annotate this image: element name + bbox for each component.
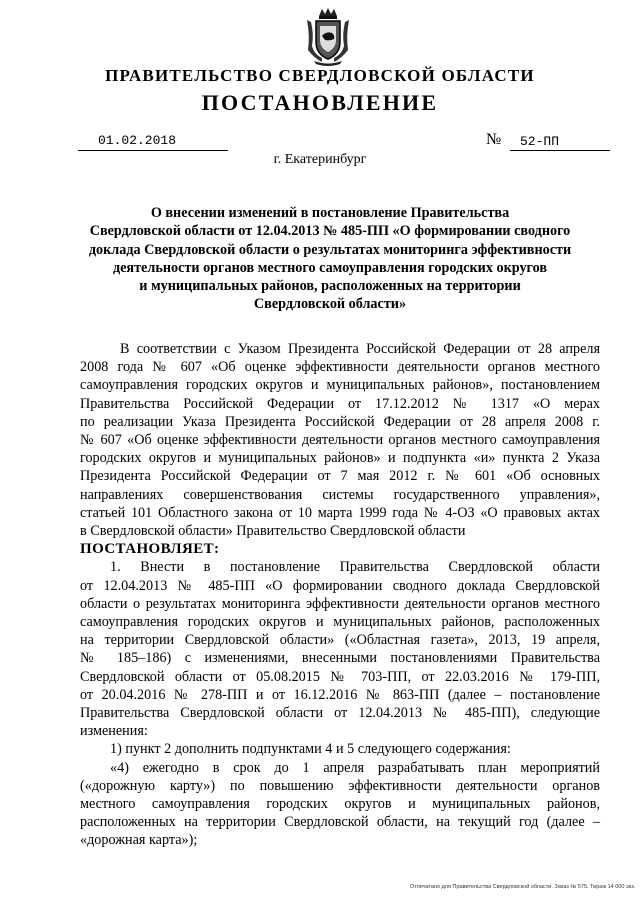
city: г. Екатеринбург [273, 152, 367, 167]
preamble-line: Правительства Российской Федерации от 17.12.2012 № 1317 «О мерах [80, 395, 600, 412]
subitem-text-line: местного самоуправления городских округов и муниципальных районов, [80, 796, 600, 813]
number-underline [510, 150, 610, 151]
item-line: 1. Внести в постановление Правительства Свердловской области [110, 559, 600, 576]
item-line: Правительства Свердловской области от 12.04.2013 № 485-ПП), следующие [80, 705, 600, 722]
subitem-text-line: «дорожная карта»); [80, 832, 198, 849]
preamble-line: по реализации Указа Президента Российской Федерации от 28 апреля 2008 г. [80, 413, 600, 430]
print-footer: Отпечатано для Правительства Свердловской области. Заказ № 575. Тираж 14 000 экз. [410, 884, 636, 890]
subitem-text-line: расположенных на территории Свердловской области, на текущий год (далее – [80, 814, 600, 831]
preamble-line: в Свердловской области» Правительство Свердловской области [80, 523, 466, 540]
preamble-line: статьей 101 Областного закона от 10 марта 1999 года № 4-ОЗ «О правовых актах [80, 504, 600, 521]
title-line: деятельности органов местного самоуправления городских округов [112, 259, 548, 276]
item-line: Свердловской области от 05.08.2015 № 703-ПП, от 22.03.2016 № 179-ПП, [80, 668, 600, 685]
item-line: на территории Свердловской области» («Областная газета», 2013, 19 апреля, [80, 632, 600, 649]
item-line: от 12.04.2013 № 485-ПП «О формировании сводного доклада Свердловской [80, 577, 600, 594]
item-line: от 20.04.2016 № 278-ПП и от 16.12.2016 № 863-ПП (далее – постановление [80, 686, 600, 703]
date-underline [78, 150, 228, 151]
item-line: области о результатах мониторинга эффективности деятельности органов местного [80, 595, 600, 612]
number-sign: № [486, 131, 502, 148]
subitem-text-line: «4) ежегодно в срок до 1 апреля разрабатывать план мероприятий [110, 759, 600, 776]
resolve-heading: ПОСТАНОВЛЯЕТ: [80, 541, 220, 558]
government-name: ПРАВИТЕЛЬСТВО СВЕРДЛОВСКОЙ ОБЛАСТИ [105, 66, 535, 85]
preamble-line: 2008 года № 607 «Об оценке эффективности деятельности органов местного [80, 359, 600, 376]
preamble-line: В соответствии с Указом Президента Российской Федерации от 28 апреля [120, 341, 600, 357]
coat-of-arms-icon [304, 6, 352, 66]
title-line: и муниципальных районов, расположенных на территории [139, 278, 521, 295]
subitem-line: 1) пункт 2 дополнить подпунктами 4 и 5 следующего содержания: [110, 741, 511, 758]
preamble-line: самоуправления городских округов и муниципальных районов», постановлением [80, 377, 600, 394]
subitem-text-line: («дорожную карту») по повышению эффективности деятельности органов [80, 777, 600, 794]
preamble-line: городских округов и муниципальных районов» и подпункта «и» пункта 2 Указа [80, 450, 600, 467]
item-line: самоуправления городских округов и муниципальных районов, расположенных [80, 614, 600, 631]
document-number: 52-ПП [520, 134, 560, 149]
item-line: № 185–186) с изменениями, внесенными постановлениями Правительства [80, 650, 600, 667]
preamble-line: направлениях совершенствования системы государственного управления», [80, 486, 600, 503]
document-type: ПОСТАНОВЛЕНИЕ [201, 90, 439, 115]
document-date: 01.02.2018 [98, 133, 177, 148]
title-line: О внесении изменений в постановление Правительства [150, 205, 510, 221]
title-line: Свердловской области от 12.04.2013 № 485-ПП «О формировании сводного [89, 223, 571, 240]
document-body [80, 340, 600, 850]
title-line: доклада Свердловской области о результатах мониторинга эффективности [88, 241, 572, 258]
item-line: изменения: [80, 723, 148, 740]
preamble-line: № 607 «Об оценке эффективности деятельности органов местного самоуправления [80, 432, 600, 449]
document-title [60, 204, 600, 314]
preamble-line: Президента Российской Федерации от 7 мая 2012 г. № 601 «Об основных [80, 468, 600, 485]
title-line: Свердловской области» [253, 296, 407, 313]
